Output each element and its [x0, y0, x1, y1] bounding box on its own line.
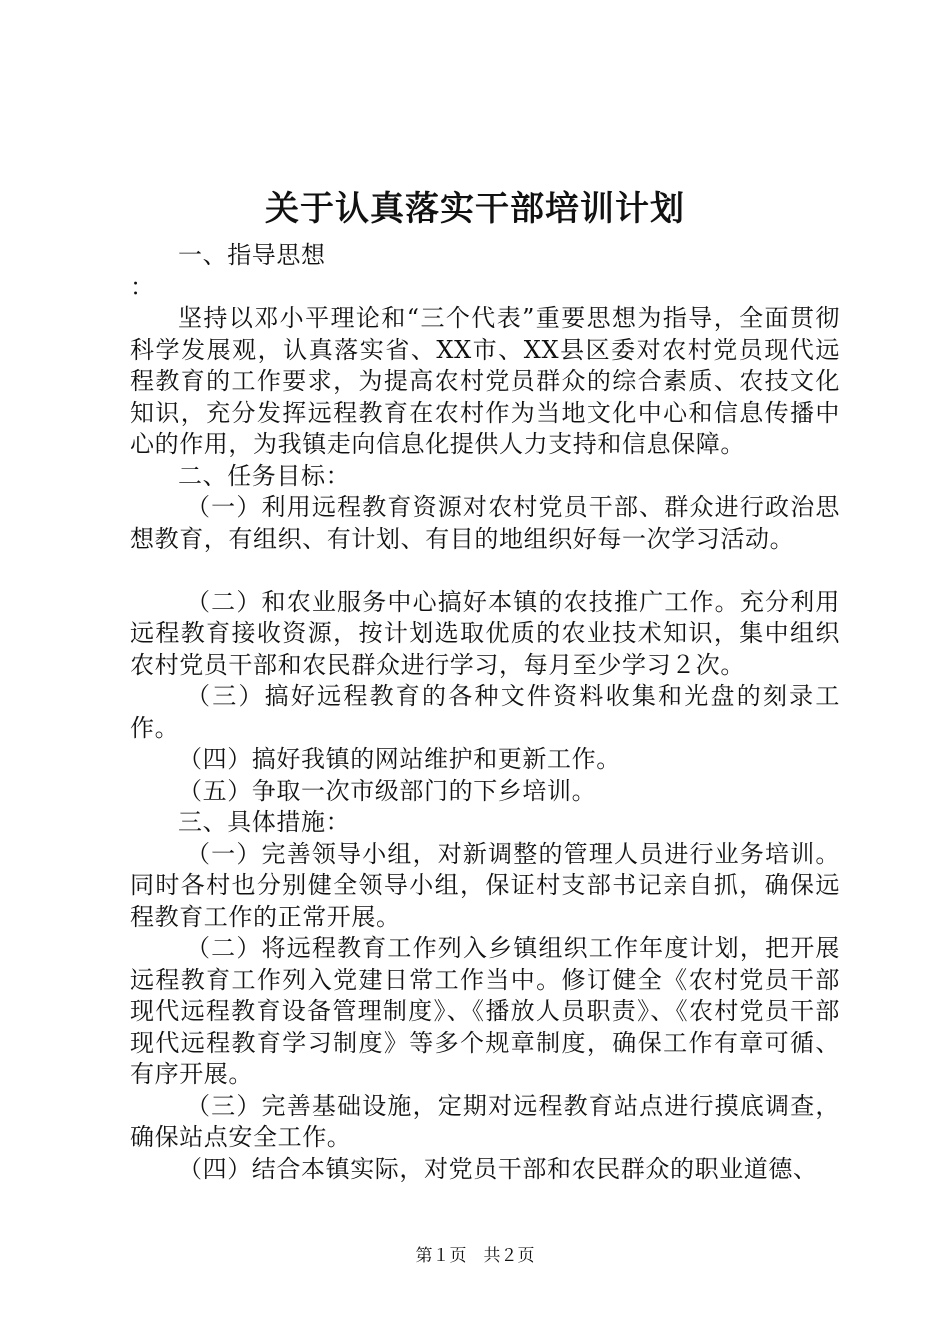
list-item-measure-4: （四）结合本镇实际，对党员干部和农民群众的职业道德、 [178, 1154, 818, 1183]
list-item-task-5: （五）争取一次市级部门的下乡培训。 [178, 776, 597, 805]
section-heading-guiding-thought: 一、指导思想 [178, 241, 326, 269]
list-item-task-1: （一）利用远程教育资源对农村党员干部、群众进行政治思想教育，有组织、有计划、有目的地组织好每一次学习活动。 [130, 493, 840, 553]
document-title: 关于认真落实干部培训计划 [265, 189, 685, 229]
list-item-task-2: （二）和农业服务中心搞好本镇的农技推广工作。充分利用远程教育接收资源，按计划选取优质的农业技术知识，集中组织农村党员干部和农民群众进行学习，每月至少学习２次。 [130, 587, 840, 679]
section-heading-task-goals: 二、任务目标： [178, 461, 351, 490]
list-item-measure-1: （一）完善领导小组，对新调整的管理人员进行业务培训。同时各村也分别健全领导小组，保证村支部书记亲自抓，确保远程教育工作的正常开展。 [130, 839, 840, 931]
list-item-task-3: （三）搞好远程教育的各种文件资料收集和光盘的刻录工作。 [130, 682, 840, 742]
list-item-measure-2: （二）将远程教育工作列入乡镇组织工作年度计划，把开展远程教育工作列入党建日常工作当中。修订健全《农村党员干部现代远程教育设备管理制度》、《播放人员职责》、《农村党员干部现代远程教育学习制度》等多个规章制度，确保工作有章可循、有序开展。 [130, 934, 840, 1088]
paragraph-guiding-thought: 坚持以邓小平理论和“三个代表”重要思想为指导，全面贯彻科学发展观，认真落实省、XX市、XX县区委对农村党员现代远程教育的工作要求，为提高农村党员群众的综合素质、农技文化知识，充分发挥远程教育在农村作为当地文化中心和信息传播中心的作用，为我镇走向信息化提供人力支持和信息保障。 [130, 304, 840, 458]
document-body [130, 240, 840, 1185]
stray-colon: ： [130, 272, 155, 301]
page-footer: 第１页 共２页 [415, 1246, 535, 1266]
list-item-task-4: （四）搞好我镇的网站维护和更新工作。 [178, 745, 621, 773]
list-item-measure-3: （三）完善基础设施，定期对远程教育站点进行摸底调查，确保站点安全工作。 [130, 1091, 840, 1151]
section-heading-measures: 三、具体措施： [178, 808, 351, 836]
